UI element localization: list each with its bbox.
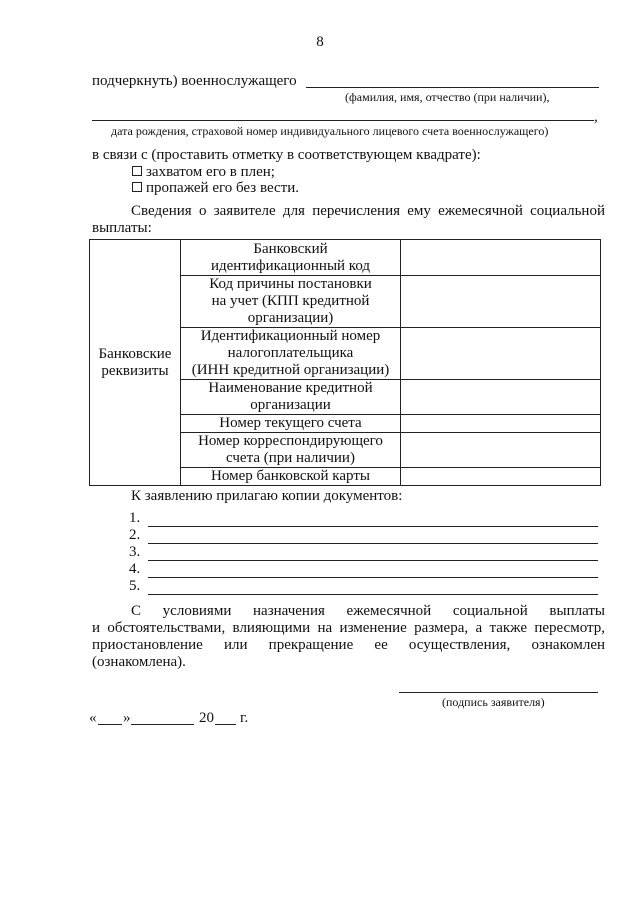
signature-line — [399, 692, 598, 693]
field-label-inn: Идентификационный номер налогоплательщика (ИНН кредитной организации) — [181, 328, 401, 380]
signature-caption: (подпись заявителя) — [442, 695, 545, 709]
attachment-line — [148, 560, 598, 561]
reason-intro: в связи с (проставить отметку в соответствующем квадрате): — [92, 147, 481, 163]
date-year-line — [215, 724, 236, 725]
field-value-card-number — [401, 468, 601, 486]
attachment-line — [148, 543, 598, 544]
field-value-kpp — [401, 276, 601, 328]
attachment-line — [148, 526, 598, 527]
birth-snils-caption: дата рождения, страховой номер индивидуального лицевого счета военнослужащего) — [111, 124, 549, 138]
field-label-current-account: Номер текущего счета — [181, 415, 401, 433]
table-row — [90, 240, 601, 276]
serviceman-name-caption: (фамилия, имя, отчество (при наличии), — [345, 90, 550, 104]
attachment-line — [148, 594, 598, 595]
attachments-intro: К заявлению прилагаю копии документов: — [131, 488, 403, 504]
date-year-suffix: г. — [240, 710, 249, 726]
attachment-line — [148, 577, 598, 578]
date-open-quote: « — [89, 710, 97, 726]
date-close-quote: » — [123, 710, 131, 726]
date-year-prefix: 20 — [199, 710, 214, 726]
attachment-number: 3. — [129, 544, 141, 560]
field-value-corr-account — [401, 433, 601, 468]
serviceman-name-line — [306, 87, 599, 88]
field-value-inn — [401, 328, 601, 380]
birth-snils-comma: , — [594, 109, 598, 125]
conditions-line2: и обстоятельствами, влияющими на изменение размера, а также пересмотр, — [92, 620, 605, 636]
attachment-number: 4. — [129, 561, 141, 577]
checkbox-icon — [132, 166, 142, 176]
field-label-bik: Банковский идентификационный код — [181, 240, 401, 276]
conditions-line4: (ознакомлена). — [92, 654, 186, 670]
field-label-corr-account: Номер корреспондирующего счета (при наличии) — [181, 433, 401, 468]
reason-option-label: захватом его в плен; — [146, 164, 275, 180]
attachment-number: 1. — [129, 510, 141, 526]
checkbox-icon — [132, 182, 142, 192]
field-value-bik — [401, 240, 601, 276]
attachment-number: 2. — [129, 527, 141, 543]
applicant-info-line2: выплаты: — [92, 220, 152, 236]
conditions-line1: С условиями назначения ежемесячной социальной выплаты — [131, 603, 605, 619]
field-value-current-account — [401, 415, 601, 433]
birth-snils-line — [92, 120, 594, 121]
bank-details-group-label: Банковские реквизиты — [90, 240, 181, 486]
field-value-bank-name — [401, 380, 601, 415]
reason-option-missing — [132, 180, 299, 197]
date-month-line — [131, 724, 194, 725]
attachment-number: 5. — [129, 578, 141, 594]
field-label-kpp: Код причины постановки на учет (КПП кредитной организации) — [181, 276, 401, 328]
bank-details-table — [89, 239, 601, 486]
field-label-bank-name: Наименование кредитной организации — [181, 380, 401, 415]
page-number: 8 — [316, 34, 324, 50]
reason-option-capture — [132, 164, 275, 181]
applicant-info-line1: Сведения о заявителе для перечисления ему ежемесячной социальной — [131, 203, 605, 219]
conditions-line3: приостановление или прекращение ее осуществления, ознакомлен — [92, 637, 605, 653]
reason-option-label: пропажей его без вести. — [146, 180, 299, 196]
field-label-card-number: Номер банковской карты — [181, 468, 401, 486]
date-day-line — [98, 724, 122, 725]
serviceman-label: подчеркнуть) военнослужащего — [92, 73, 297, 89]
